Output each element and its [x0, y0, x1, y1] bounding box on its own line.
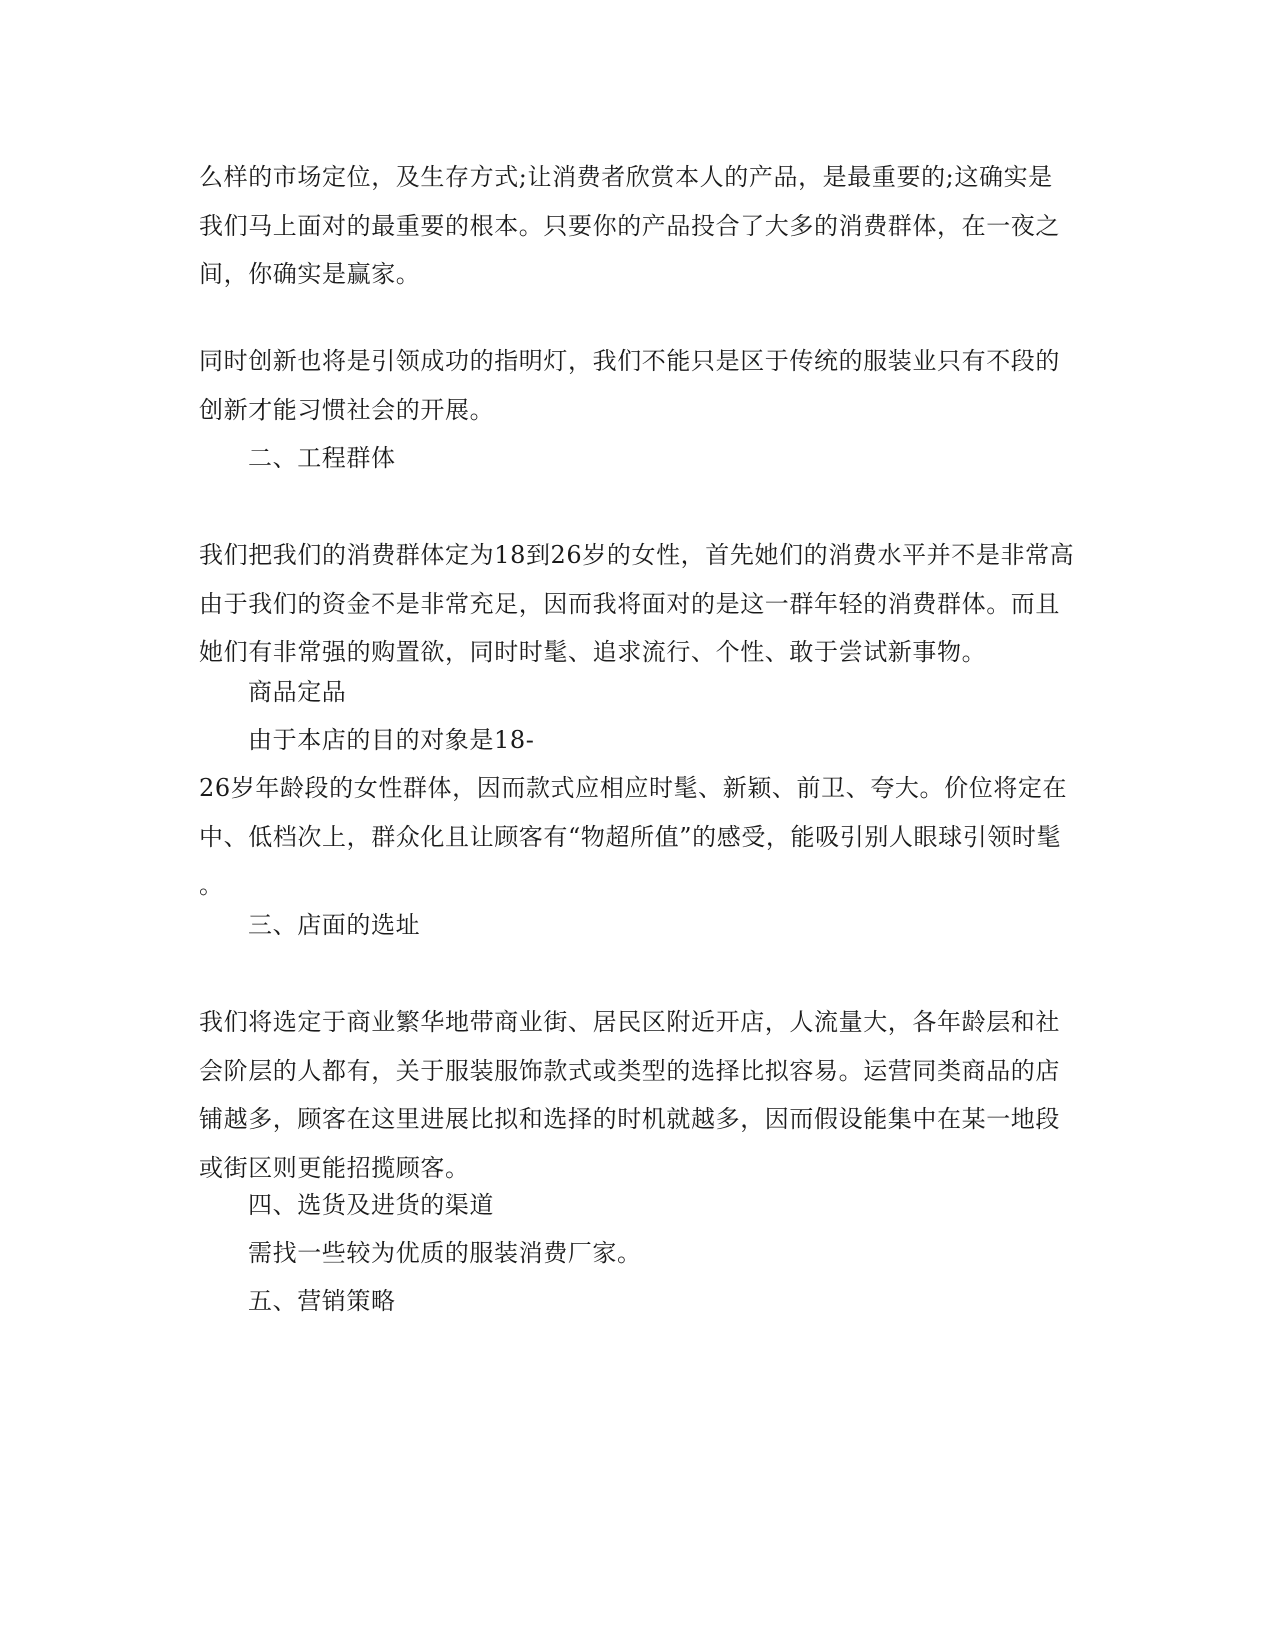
heading-marketing-strategy: 五、营销策略 — [248, 1287, 396, 1315]
heading-store-location: 三、店面的选址 — [248, 911, 421, 939]
paragraph-purchasing-channels: 需找一些较为优质的服装消费厂家。 — [248, 1239, 642, 1267]
heading-purchasing-channels: 四、选货及进货的渠道 — [248, 1191, 494, 1219]
heading-target-group: 二、工程群体 — [248, 444, 396, 472]
paragraph-store-location: 我们将选定于商业繁华地带商业街、居民区附近开店，人流量大，各年龄层和社 会阶层的人都有，关于服装服饰款式或类型的选择比拟容易。运营同类商品的店 铺越多，顾客在这里进展比拟和选择的时机就越多，因而假设能集中在某一地段 或街区则更能招揽顾客。 — [199, 1008, 1060, 1182]
heading-goods-positioning: 商品定品 — [248, 678, 347, 706]
paragraph-goods-intro: 由于本店的目的对象是18- — [248, 726, 535, 754]
paragraph-target-group: 我们把我们的消费群体定为18到26岁的女性，首先她们的消费水平并不是非常高 由于我们的资金不是非常充足，因而我将面对的是这一群年轻的消费群体。而且 她们有非常强的购置欲，同时时髦、追求流行、个性、敢于尝试新事物。 — [199, 541, 1075, 666]
paragraph-market-positioning: 么样的市场定位，及生存方式;让消费者欣赏本人的产品，是最重要的;这确实是 我们马上面对的最重要的根本。只要你的产品投合了大多的消费群体，在一夜之 间，你确实是赢家。 — [199, 163, 1060, 288]
paragraph-innovation: 同时创新也将是引领成功的指明灯，我们不能只是区于传统的服装业只有不段的 创新才能习惯社会的开展。 — [199, 347, 1060, 424]
paragraph-goods-detail: 26岁年龄段的女性群体，因而款式应相应时髦、新颖、前卫、夸大。价位将定在 中、低档次上，群众化且让顾客有“物超所值”的感受，能吸引别人眼球引领时髦 。 — [199, 774, 1068, 899]
